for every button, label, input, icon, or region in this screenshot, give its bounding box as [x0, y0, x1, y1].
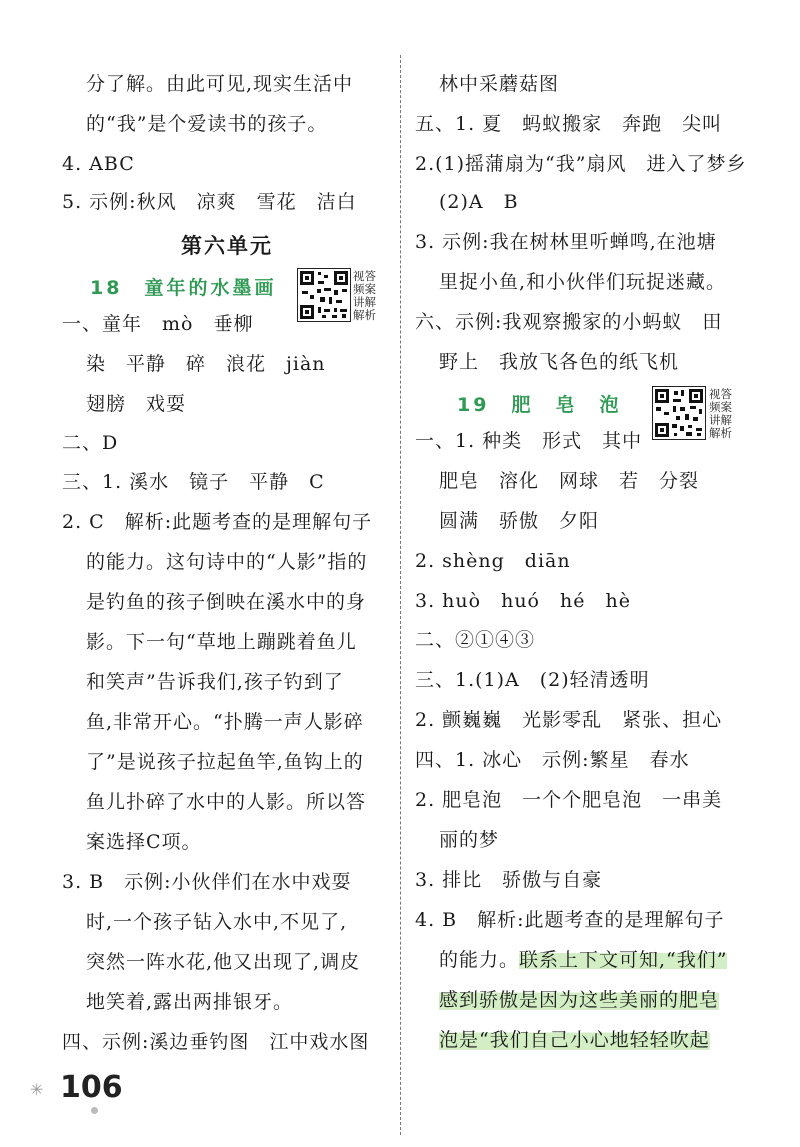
qr-code-icon[interactable] — [297, 268, 351, 322]
section-3: 三、1.(1)A (2)轻清透明 — [415, 669, 650, 691]
text-line: 案选择C项。 — [86, 831, 202, 853]
section-1: 一、童年 mò 垂柳 — [62, 313, 254, 335]
qr-label: 视答频案讲解解析 — [353, 269, 376, 322]
text-line: 的“我”是个爱读书的孩子。 — [86, 113, 328, 135]
qr-code-icon[interactable] — [652, 386, 706, 440]
section-3: 三、1. 溪水 镜子 平静 C — [62, 471, 325, 493]
text-line: 分了解。由此可见,现实生活中 — [86, 73, 354, 95]
text-line: 染 平静 碎 浪花 jiàn — [86, 353, 326, 375]
unit-title: 第六单元 — [181, 234, 273, 258]
section-2: 二、D — [62, 432, 119, 454]
text-line: 里捉小鱼,和小伙伴们玩捉迷藏。 — [439, 271, 727, 293]
lesson-title-19: 19 肥 皂 泡 — [457, 394, 622, 416]
answer-3: 3. 排比 骄傲与自豪 — [415, 869, 603, 891]
highlighted-text: 感到骄傲是因为这些美丽的肥皂 — [439, 989, 720, 1011]
answer-2: 2. C 解析:此题考查的是理解句子 — [62, 511, 373, 533]
section-2: 二、②①④③ — [415, 629, 536, 651]
text-line: 的能力。这句诗中的“人影”指的 — [86, 551, 368, 573]
section-5: 五、1. 夏 蚂蚁搬家 奔跑 尖叫 — [415, 113, 723, 135]
lesson-title-18: 18 童年的水墨画 — [90, 277, 277, 299]
answer-4: 4. ABC — [62, 153, 135, 175]
text-line: 时,一个孩子钻入水中,不见了, — [86, 911, 348, 933]
column-divider — [400, 55, 401, 1135]
text-line: 是钓鱼的孩子倒映在溪水中的身 — [86, 591, 367, 613]
answer-2: 2. shèng diān — [415, 550, 571, 572]
section-4: 四、1. 冰心 示例:繁星 春水 — [415, 749, 690, 771]
answer-2: 2. 肥皂泡 一个个肥皂泡 一串美 — [415, 789, 723, 811]
star-ornament-icon: ✳ — [30, 1080, 44, 1099]
section-6: 六、示例:我观察搬家的小蚂蚁 田 — [415, 311, 723, 333]
qr-label: 视答频案讲解解析 — [709, 387, 732, 440]
text-line: 了”是说孩子拉起鱼竿,鱼钩上的 — [86, 751, 364, 773]
text-line — [439, 948, 727, 972]
text-line: 鱼儿扑碎了水中的人影。所以答 — [86, 791, 367, 813]
section-1: 一、1. 种类 形式 其中 — [415, 430, 643, 452]
text-line: (2)A B — [439, 191, 519, 213]
text-segment: 的能力。 — [439, 949, 520, 971]
text-line: 肥皂 溶化 网球 若 分裂 — [439, 470, 700, 492]
answer-3: 3. huò huó hé hè — [415, 590, 631, 612]
text-line: 翅膀 戏耍 — [86, 393, 187, 415]
answer-2: 2. 颤巍巍 光影零乱 紧张、担心 — [415, 709, 723, 731]
answer-5: 5. 示例:秋风 凉爽 雪花 洁白 — [62, 191, 357, 213]
highlighted-text: 泡是“我们自己小心地轻轻吹起 — [439, 1029, 710, 1051]
dot-ornament-icon — [91, 1107, 98, 1114]
text-line: 林中采蘑菇图 — [439, 73, 560, 95]
text-line: 影。下一句“草地上蹦跳着鱼儿 — [86, 631, 357, 653]
text-line: 突然一阵水花,他又出现了,调皮 — [86, 951, 361, 973]
answer-2: 2.(1)摇蒲扇为“我”扇风 进入了梦乡 — [415, 153, 747, 175]
text-line: 鱼,非常开心。“扑腾一声人影碎 — [86, 711, 364, 733]
answer-3: 3. B 示例:小伙伴们在水中戏耍 — [62, 871, 352, 893]
text-line: 和笑声”告诉我们,孩子钓到了 — [86, 671, 344, 693]
answer-3: 3. 示例:我在树林里听蝉鸣,在池塘 — [415, 231, 717, 253]
text-line: 地笑着,露出两排银牙。 — [86, 991, 294, 1013]
section-4: 四、示例:溪边垂钓图 江中戏水图 — [62, 1031, 370, 1053]
text-line: 圆满 骄傲 夕阳 — [439, 510, 600, 532]
text-line: 丽的梦 — [439, 829, 500, 851]
text-line: 野上 我放飞各色的纸飞机 — [439, 351, 680, 373]
answer-4: 4. B 解析:此题考查的是理解句子 — [415, 909, 725, 931]
highlighted-text: 联系上下文可知,“我们” — [519, 949, 728, 971]
page-number: 106 — [60, 1070, 123, 1105]
